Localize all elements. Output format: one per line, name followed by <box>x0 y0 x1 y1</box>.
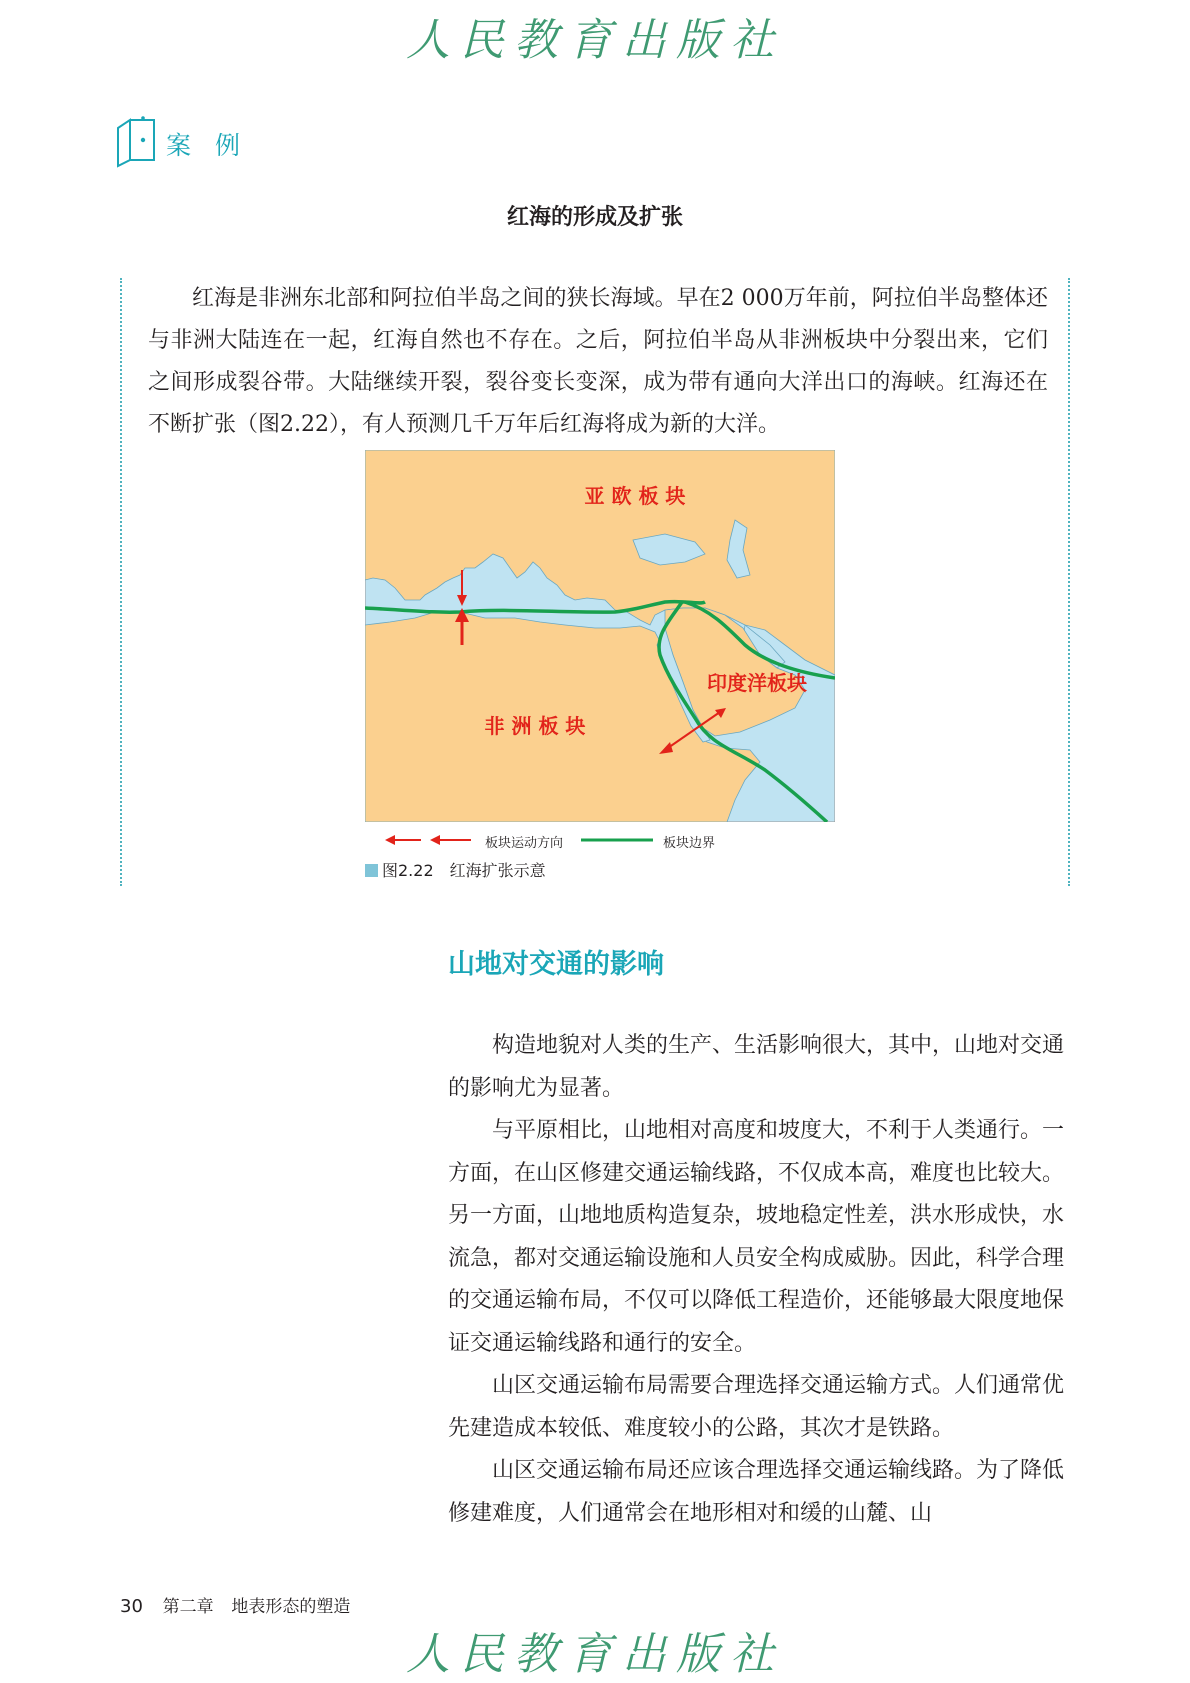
publisher-logo-top: 人民教育出版社 <box>406 15 784 66</box>
red-sea-map <box>365 450 835 822</box>
label-indian-plate: 印度洋板块 <box>707 671 807 695</box>
figure-name: 红海扩张示意 <box>449 861 546 880</box>
section-paragraph-2: 与平原相比，山地相对高度和坡度大，不利于人类通行。一方面，在山区修建交通运输线路，不仅成本高，难度也比较大。另一方面，山地地质构造复杂，坡地稳定性差，洪水形成快，水流急，都对交通运输设施和人员安全构成威胁。因此，科学合理的交通运输布局，不仅可以降低工程造价，还能够最大限度地保证交通运输线路和通行的安全。 <box>448 1118 1065 1356</box>
chapter-title: 地表形态的塑造 <box>231 1597 351 1617</box>
case-label-text: 案 例 <box>166 131 248 160</box>
case-label <box>116 112 316 172</box>
label-african-plate: 非 洲 板 块 <box>484 714 586 738</box>
section-paragraph-4: 山区交通运输布局还应该合理选择交通运输线路。为了降低修建难度，人们通常会在地形相对和缓的山麓、山 <box>448 1458 1065 1526</box>
section-title: 山地对交通的影响 <box>448 949 664 980</box>
case-title: 红海的形成及扩张 <box>506 205 683 230</box>
page-number: 30 <box>120 1596 143 1617</box>
legend-boundary-label: 板块边界 <box>663 836 716 851</box>
legend-symbols <box>385 832 805 852</box>
section-paragraph-3: 山区交通运输布局需要合理选择交通运输方式。人们通常优先建造成本较低、难度较小的公路，其次才是铁路。 <box>448 1373 1065 1441</box>
map-svg <box>365 450 835 822</box>
publisher-logo-bottom: 人民教育出版社 <box>406 1629 784 1680</box>
legend-arrow-icon <box>385 835 471 845</box>
figure-number: 图2.22 <box>382 861 434 880</box>
label-eurasian-plate: 亚 欧 板 块 <box>584 484 686 508</box>
legend-movement-label: 板块运动方向 <box>485 836 564 851</box>
figure-caption <box>365 858 546 881</box>
chapter-number: 第二章 <box>162 1597 214 1617</box>
book-icon <box>116 116 156 168</box>
map-legend <box>385 832 805 852</box>
case-paragraph: 红海是非洲东北部和阿拉伯半岛之间的狭长海域。早在2 000万年前，阿拉伯半岛整体还与非洲大陆连在一起，红海自然也不存在。之后，阿拉伯半岛从非洲板块中分裂出来，它们之间形成裂谷带。大陆继续开裂，裂谷变长变深，成为带有通向大洋出口的海峡。红海还在不断扩张（图2.22），有人预测几千万年后红海将成为新的大洋。 <box>148 286 1048 437</box>
section-paragraph-1: 构造地貌对人类的生产、生活影响很大，其中，山地对交通的影响尤为显著。 <box>448 1033 1065 1101</box>
caption-square-icon <box>365 864 378 877</box>
page-footer <box>120 1592 350 1617</box>
section-body <box>448 1025 1064 1535</box>
